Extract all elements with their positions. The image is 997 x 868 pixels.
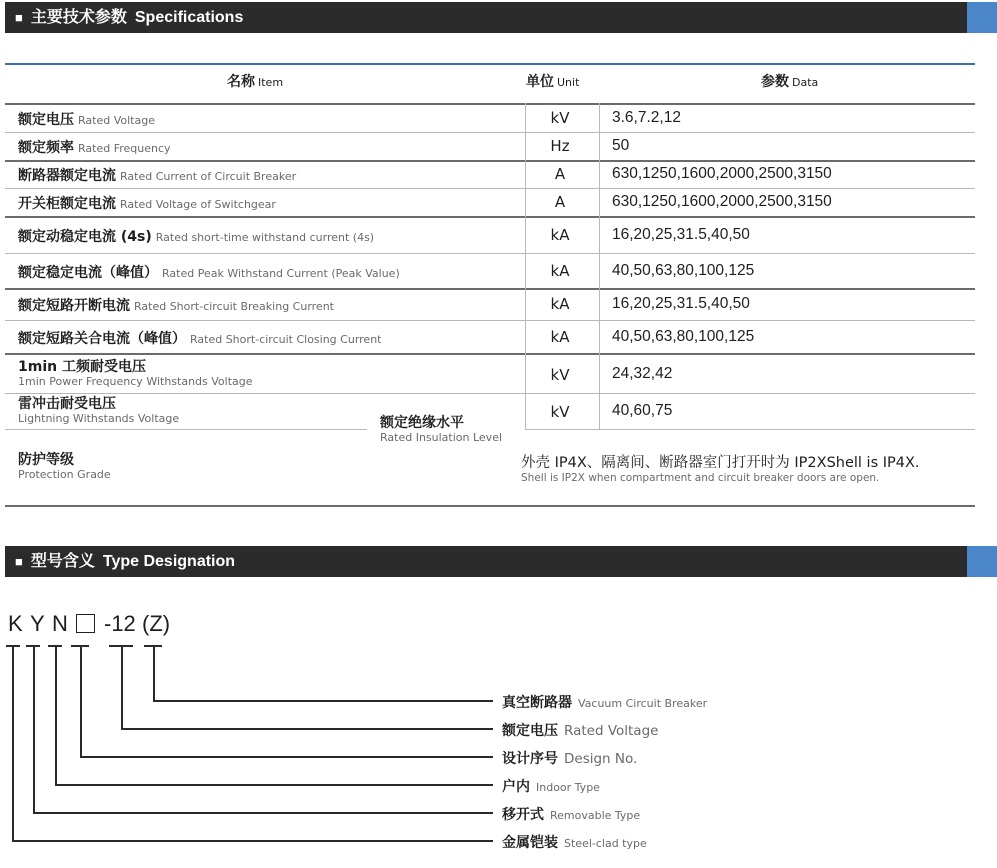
row-divider [5,132,975,133]
row-name-zh: 断路器额定电流 [18,168,116,184]
row-value: 16,20,25,31.5,40,50 [612,295,750,312]
row-name-zh: 额定电压 [18,112,74,128]
row-name-zh: 额定动稳定电流 (4s) [18,229,152,245]
row-divider [5,253,975,254]
design-number-box [76,614,95,633]
protection-grade-label: 防护等级 Protection Grade [18,452,111,481]
row-unit: A [554,165,566,183]
column-header-unit: 单位 Unit [526,74,580,90]
specifications-title-zh: 主要技术参数 [30,9,127,26]
row-value: 630,1250,1600,2000,2500,3150 [612,165,832,182]
row-name-zh: 开关柜额定电流 [18,196,116,212]
insulation-value: 24,32,42 [612,365,673,382]
leader-line [33,646,35,813]
code-letter-y: Y [30,611,45,636]
row-value: 16,20,25,31.5,40,50 [612,226,750,243]
legend-item-vacuum-breaker: 真空断路器 Vacuum Circuit Breaker [502,695,708,711]
type-designation-title-zh: 型号含义 [30,553,95,570]
legend-item-steel-clad: 金属铠装 Steel-clad type [502,835,647,851]
row-unit: kV [550,109,570,127]
row-unit: kA [550,262,570,280]
row-unit: kA [550,328,570,346]
row-name-zh: 额定短路关合电流（峰值） [18,331,186,347]
row-value: 630,1250,1600,2000,2500,3150 [612,193,832,210]
row-value: 40,50,63,80,100,125 [612,262,755,279]
insulation-bottom-rule [5,429,367,430]
row-name-zh: 额定稳定电流（峰值） [18,265,158,281]
row-divider [5,320,975,321]
leader-line [33,812,493,814]
insulation-item-power-frequency: 1min 工频耐受电压 1min Power Frequency Withstands Voltage [18,359,253,388]
row-divider [5,353,975,355]
specifications-title-en: Specifications [134,9,244,26]
leader-tick [26,645,40,647]
row-name-en: Rated Peak Withstand Current (Peak Value) [162,267,400,280]
leader-line [55,646,57,785]
column-divider [599,103,600,429]
leader-line [80,756,493,758]
insulation-item-lightning: 雷冲击耐受电压 Lightning Withstands Voltage [18,396,180,425]
leader-line [12,840,493,842]
specifications-title [15,2,243,33]
specifications-table [5,63,975,506]
leader-line [80,646,82,757]
row-name-en: Rated Short-circuit Closing Current [190,333,382,346]
bullet-square-icon: ■ [15,10,23,25]
header-accent-block [967,546,997,577]
leader-tick [144,645,162,647]
header-accent-block [967,2,997,33]
leader-tick [109,645,133,647]
code-breaker-type: (Z) [142,611,171,636]
row-name-en: Rated Voltage [78,114,155,127]
row-name-en: Rated Current of Circuit Breaker [120,170,297,183]
leader-line [121,646,123,729]
table-bottom-rule [5,505,975,507]
leader-line [153,700,493,702]
specifications-header-bar [5,2,997,33]
leader-tick [6,645,20,647]
protection-grade-value: 外壳 IP4X、隔离间、断路器室门打开时为 IP2XShell is IP4X. Shell is IP2X when compartment and circuit breaker doors are open. [521,455,920,484]
column-divider [525,103,526,429]
row-divider [5,216,975,218]
insulation-divider [5,393,975,394]
row-unit: A [554,193,566,211]
legend-item-design-no: 设计序号 Design No. [502,751,638,767]
row-name-en: Rated Short-circuit Breaking Current [134,300,334,313]
leader-tick [71,645,89,647]
row-name-zh: 额定短路开断电流 [18,298,130,314]
header-rule [5,103,975,105]
type-designation-title-en: Type Designation [102,553,236,570]
column-header-data: 参数 Data [761,74,819,90]
row-name-en: Rated short-time withstand current (4s) [155,231,375,244]
leader-tick [48,645,62,647]
row-divider [5,188,975,189]
row-value: 50 [612,137,630,154]
insulation-group-label: 额定绝缘水平 Rated Insulation Level [380,415,503,444]
code-letter-n: N [52,611,68,636]
type-designation-title [15,546,235,577]
row-value: 40,50,63,80,100,125 [612,328,755,345]
legend-item-removable: 移开式 Removable Type [502,807,641,823]
row-name-en: Rated Voltage of Switchgear [120,198,276,211]
bullet-square-icon: ■ [15,554,23,569]
leader-line [55,784,493,786]
row-value: 3.6,7.2,12 [612,109,681,126]
row-unit: Hz [550,137,570,155]
insulation-unit: kV [550,403,570,421]
legend-item-rated-voltage: 额定电压 Rated Voltage [502,723,659,739]
row-unit: kA [550,226,570,244]
code-letter-k: K [8,611,23,636]
row-unit: kA [550,295,570,313]
row-name-zh: 额定频率 [18,140,74,156]
insulation-value: 40,60,75 [612,402,673,419]
insulation-bottom-rule [525,429,975,430]
row-name-en: Rated Frequency [78,142,171,155]
table-top-rule [5,63,975,65]
leader-line [153,646,155,701]
type-designation-header-bar [5,546,997,577]
column-header-name: 名称 Item [227,74,284,90]
legend-item-indoor: 户内 Indoor Type [502,779,600,795]
leader-line [12,646,14,841]
code-rated-voltage: -12 [104,611,136,636]
insulation-unit: kV [550,366,570,384]
row-divider [5,160,975,162]
leader-line [121,728,493,730]
row-divider [5,288,975,290]
